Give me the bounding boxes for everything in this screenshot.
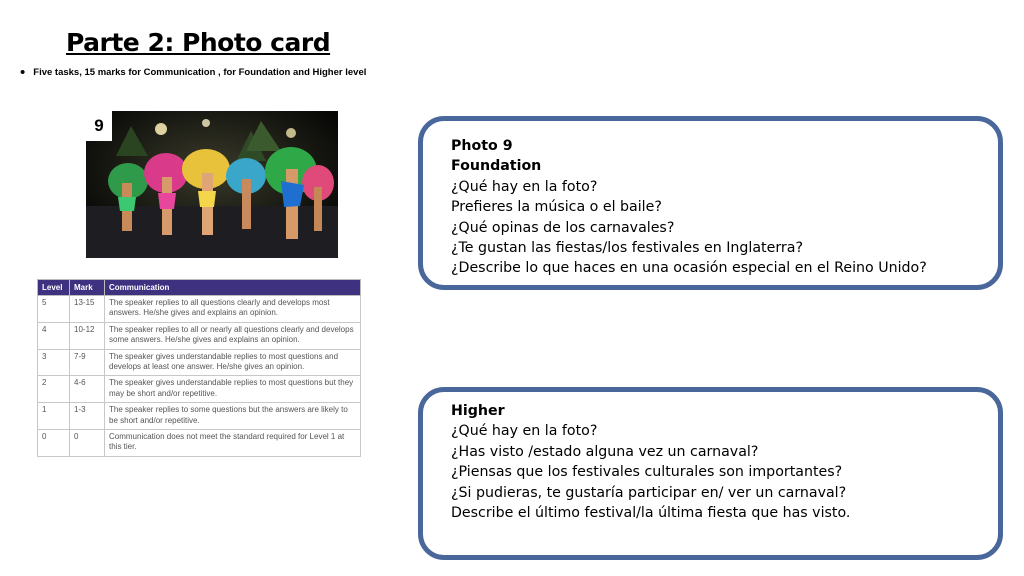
- table-row: [38, 429, 361, 456]
- cell-description: The speaker gives understandable replies to most questions but they may be short and/or repetitive.: [105, 376, 361, 403]
- question-item: ¿Describe lo que haces en una ocasión especial en el Reino Unido?: [451, 260, 927, 277]
- cell-level: 0: [38, 429, 70, 456]
- higher-card: [418, 387, 1003, 560]
- carnival-photo-icon: [86, 111, 338, 258]
- question-item: Describe el último festival/la última fiesta que has visto.: [451, 505, 851, 522]
- cell-mark: 4-6: [70, 376, 105, 403]
- cell-level: 1: [38, 403, 70, 430]
- question-item: ¿Te gustan las fiestas/los festivales en Inglaterra?: [451, 240, 803, 257]
- question-item: ¿Has visto /estado alguna vez un carnaval?: [451, 443, 759, 460]
- photo-label: Photo 9: [451, 138, 513, 154]
- carnival-photo: [86, 111, 338, 258]
- question-item: ¿Qué hay en la foto?: [451, 178, 598, 195]
- table-row: [38, 322, 361, 349]
- table-row: [38, 296, 361, 323]
- question-item: ¿Piensas que los festivales culturales son importantes?: [451, 464, 843, 481]
- cell-mark: 7-9: [70, 349, 105, 376]
- cell-description: The speaker replies to some questions but the answers are likely to be short and/or repetitive.: [105, 403, 361, 430]
- cell-description: The speaker replies to all or nearly all questions clearly and develops some answers. He/she gives and explains an opinion.: [105, 322, 361, 349]
- question-item: ¿Qué hay en la foto?: [451, 423, 598, 440]
- foundation-card: [418, 116, 1003, 290]
- table-row: [38, 403, 361, 430]
- cell-level: 3: [38, 349, 70, 376]
- header-level: Level: [38, 280, 70, 296]
- cell-mark: 10-12: [70, 322, 105, 349]
- subtitle-bullet: [20, 64, 366, 81]
- header-mark: Mark: [70, 280, 105, 296]
- cell-mark: 0: [70, 429, 105, 456]
- table-row: [38, 349, 361, 376]
- marking-rubric-table: [37, 279, 361, 457]
- level-label-higher: Higher: [451, 403, 505, 419]
- question-item: Prefieres la música o el baile?: [451, 199, 662, 216]
- level-label-foundation: Foundation: [451, 158, 542, 175]
- cell-description: The speaker replies to all questions clearly and develops most answers. He/she gives and explains an opinion.: [105, 296, 361, 323]
- question-item: ¿Qué opinas de los carnavales?: [451, 219, 675, 236]
- cell-level: 4: [38, 322, 70, 349]
- table-row: [38, 376, 361, 403]
- cell-mark: 1-3: [70, 403, 105, 430]
- cell-level: 2: [38, 376, 70, 403]
- cell-description: Communication does not meet the standard required for Level 1 at this tier.: [105, 429, 361, 456]
- cell-description: The speaker gives understandable replies to most questions and develops at least one answer. He/she gives an opinion.: [105, 349, 361, 376]
- photo-number: 9: [86, 111, 112, 141]
- bullet-icon: •: [20, 64, 26, 81]
- header-communication: Communication: [105, 280, 361, 296]
- table-header-row: [38, 280, 361, 296]
- cell-level: 5: [38, 296, 70, 323]
- cell-mark: 13-15: [70, 296, 105, 323]
- question-item: ¿Si pudieras, te gustaría participar en/ ver un carnaval?: [451, 484, 847, 501]
- page-title: Parte 2: Photo card: [66, 28, 331, 57]
- subtitle-text: Five tasks, 15 marks for Communication , for Foundation and Higher level: [33, 67, 367, 78]
